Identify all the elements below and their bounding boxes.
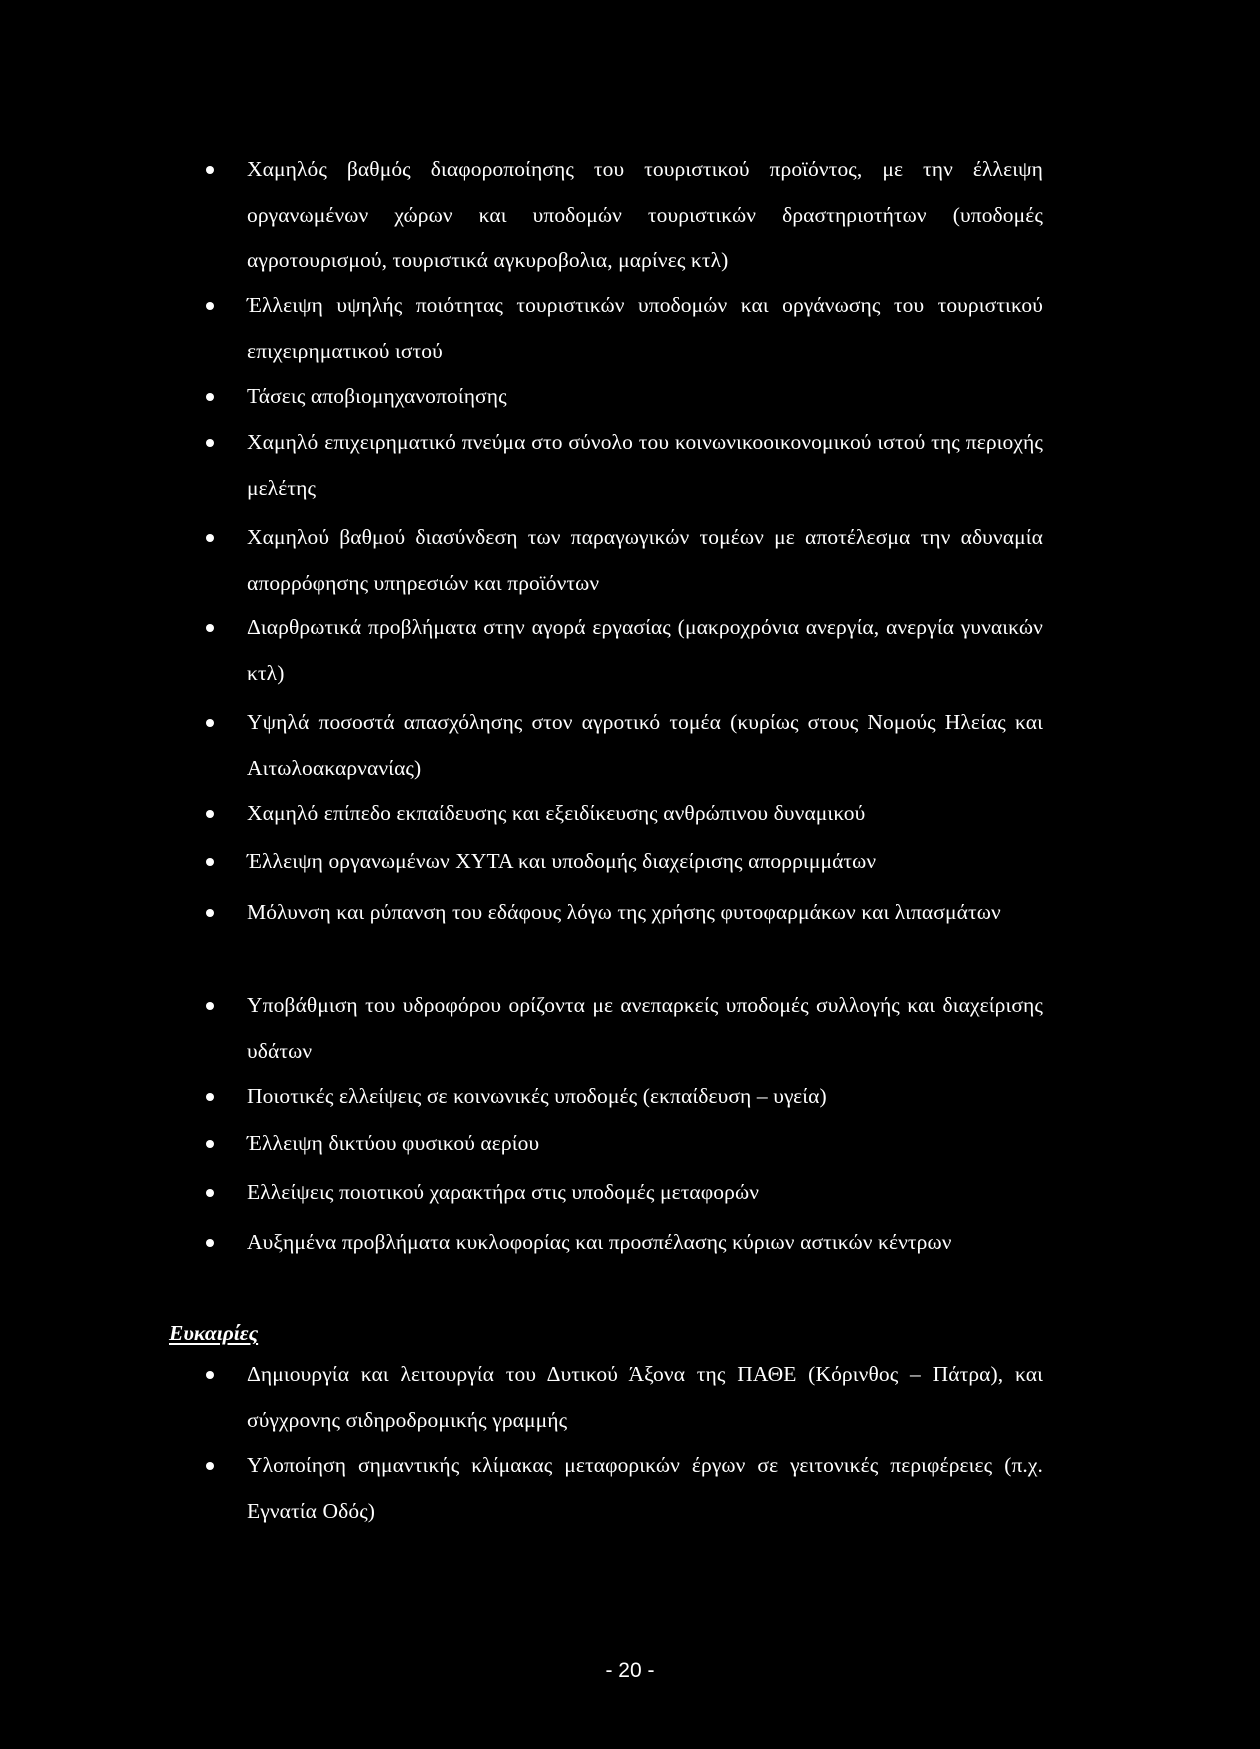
bullet-icon [206,393,214,401]
bullet-icon [206,1002,214,1010]
bullet-icon [206,810,214,818]
list-item-text: Μόλυνση και ρύπανση του εδάφους λόγω της χρήσης φυτοφαρμάκων και λιπασμάτων [247,900,1001,924]
bullet-icon [206,1140,214,1148]
bullet-icon [206,624,214,632]
list-item-text: Χαμηλό επιχειρηματικό πνεύμα στο σύνολο του κοινωνικοοικονομικού ιστού της περιοχής μελέτης [247,430,1043,500]
list-item-text: Ποιοτικές ελλείψεις σε κοινωνικές υποδομές (εκπαίδευση – υγεία) [247,1084,827,1108]
bullet-icon [206,719,214,727]
bullet-icon [206,1189,214,1197]
list-item-text: Αυξημένα προβλήματα κυκλοφορίας και προσπέλασης κύριων αστικών κέντρων [247,1230,952,1254]
section-heading: Ευκαιρίες [169,1321,259,1345]
bullet-icon [206,534,214,542]
list-item [247,983,1043,1074]
list-item-text: Έλλειψη υψηλής ποιότητας τουριστικών υποδομών και οργάνωσης του τουριστικού επιχειρηματικού ιστού [247,293,1043,363]
list-item-text: Υψηλά ποσοστά απασχόλησης στον αγροτικό τομέα (κυρίως στους Νομούς Ηλείας και Αιτωλοακαρνανίας) [247,710,1043,780]
list-item-text: Διαρθρωτικά προβλήματα στην αγορά εργασίας (μακροχρόνια ανεργία, ανεργία γυναικών κτλ) [247,615,1043,685]
bullet-icon [206,1462,214,1470]
list-item-text: Χαμηλό επίπεδο εκπαίδευσης και εξειδίκευσης ανθρώπινου δυναμικού [247,801,866,825]
list-item [247,1443,1043,1534]
list-item-text: Υποβάθμιση του υδροφόρου ορίζοντα με ανεπαρκείς υποδομές συλλογής και διαχείρισης υδάτων [247,993,1043,1063]
list-item [247,890,1043,936]
list-item [247,147,1043,284]
list-item [247,700,1043,791]
list-item-text: Έλλειψη δικτύου φυσικού αερίου [247,1131,540,1155]
list-item [247,1352,1043,1443]
list-item [247,420,1043,511]
bullet-icon [206,909,214,917]
list-item [247,1121,1043,1167]
bullet-icon [206,858,214,866]
bullet-icon [206,1093,214,1101]
list-item [247,1220,1043,1266]
list-item-text: Τάσεις αποβιομηχανοποίησης [247,384,507,408]
list-item [247,839,1043,885]
list-item [247,374,1043,420]
list-item [247,1170,1043,1216]
list-item [247,791,1043,837]
list-item-text: Δημιουργία και λειτουργία του Δυτικού Άξονα της ΠΑΘΕ (Κόρινθος – Πάτρα), και σύγχρονης σιδηροδρομικής γραμμής [247,1362,1043,1432]
list-item-text: Χαμηλός βαθμός διαφοροποίησης του τουριστικού προϊόντος, με την έλλειψη οργανωμένων χώρων και υποδομών τουριστικών δραστηριοτήτων (υποδομές αγροτουρισμού, τουριστικά αγκυροβολια, μαρίνες κτλ) [247,157,1043,272]
list-item-text: Ελλείψεις ποιοτικού χαρακτήρα στις υποδομές μεταφορών [247,1180,760,1204]
bullet-icon [206,439,214,447]
list-item-text: Χαμηλού βαθμού διασύνδεση των παραγωγικών τομέων με αποτέλεσμα την αδυναμία απορρόφησης υπηρεσιών και προϊόντων [247,525,1043,595]
bullet-icon [206,1371,214,1379]
list-item [247,283,1043,374]
list-item [247,1074,1043,1120]
bullet-icon [206,166,214,174]
bullet-icon [206,1239,214,1247]
list-item [247,515,1043,606]
list-item [247,605,1043,696]
page-number: - 20 - [605,1659,655,1682]
list-item-text: Υλοποίηση σημαντικής κλίμακας μεταφορικών έργων σε γειτονικές περιφέρειες (π.χ. Εγνατία Οδός) [247,1453,1043,1523]
bullet-icon [206,302,214,310]
list-item-text: Έλλειψη οργανωμένων ΧΥΤΑ και υποδομής διαχείρισης απορριμμάτων [247,849,877,873]
